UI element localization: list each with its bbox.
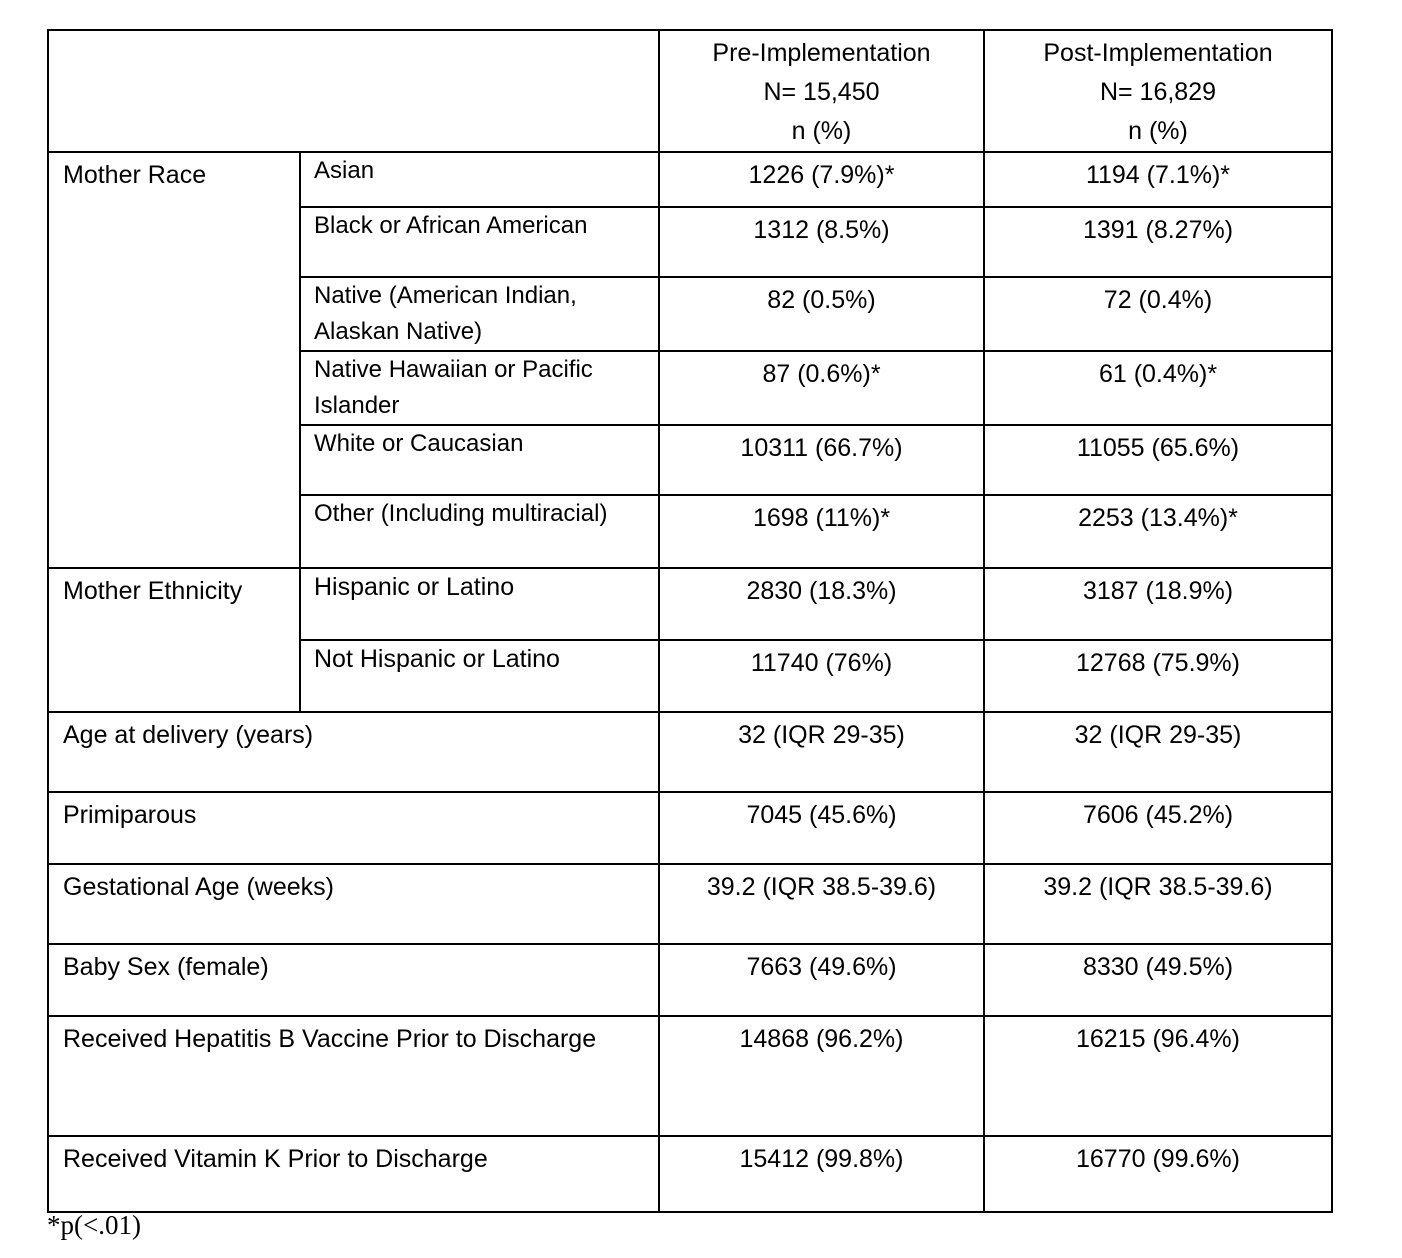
row-label: Age at delivery (years) [48,712,659,792]
pre-value: 7663 (49.6%) [659,944,984,1016]
row-label: Gestational Age (weeks) [48,864,659,944]
post-value: 72 (0.4%) [984,277,1332,351]
header-pre-title: Pre-Implementation [712,39,931,67]
pre-value: 1312 (8.5%) [659,207,984,277]
row-label: Asian [300,152,659,207]
pre-value: 32 (IQR 29-35) [659,712,984,792]
row-label: Received Hepatitis B Vaccine Prior to Discharge [48,1016,659,1136]
pre-value: 11740 (76%) [659,640,984,712]
pre-value: 15412 (99.8%) [659,1136,984,1212]
pre-value: 87 (0.6%)* [659,351,984,425]
post-value: 16770 (99.6%) [984,1136,1332,1212]
post-value: 7606 (45.2%) [984,792,1332,864]
table-row [48,864,1332,944]
row-label: Black or African American [300,207,659,277]
row-label: Other (Including multiracial) [300,495,659,568]
pre-value: 2830 (18.3%) [659,568,984,640]
pre-value: 1698 (11%)* [659,495,984,568]
header-post-implementation [984,30,1332,152]
group-label-mother-race: Mother Race [48,152,300,568]
post-value: 11055 (65.6%) [984,425,1332,495]
row-label: Received Vitamin K Prior to Discharge [48,1136,659,1212]
pre-value: 39.2 (IQR 38.5-39.6) [659,864,984,944]
demographics-table [47,29,1333,1213]
post-value: 3187 (18.9%) [984,568,1332,640]
pre-value: 82 (0.5%) [659,277,984,351]
header-pre-unit: n (%) [791,117,852,145]
row-label: Primiparous [48,792,659,864]
post-value: 39.2 (IQR 38.5-39.6) [984,864,1332,944]
row-label: Hispanic or Latino [300,568,659,640]
table-row [48,944,1332,1016]
row-label: White or Caucasian [300,425,659,495]
post-value: 32 (IQR 29-35) [984,712,1332,792]
table-row [48,1016,1332,1136]
row-label: Native (American Indian, Alaskan Native) [300,277,659,351]
header-post-unit: n (%) [1128,117,1188,145]
post-value: 12768 (75.9%) [984,640,1332,712]
pre-value: 7045 (45.6%) [659,792,984,864]
pre-value: 14868 (96.2%) [659,1016,984,1136]
pre-value: 1226 (7.9%)* [659,152,984,207]
post-value: 61 (0.4%)* [984,351,1332,425]
post-value: 16215 (96.4%) [984,1016,1332,1136]
table-row [48,152,1332,207]
post-value: 8330 (49.5%) [984,944,1332,1016]
row-label: Native Hawaiian or Pacific Islander [300,351,659,425]
row-label: Baby Sex (female) [48,944,659,1016]
header-empty-cell [48,30,659,152]
header-pre-n: N= 15,450 [763,78,880,106]
header-row [48,30,1332,152]
table-row [48,712,1332,792]
pre-value: 10311 (66.7%) [659,425,984,495]
table-row [48,792,1332,864]
header-post-title: Post-Implementation [1043,39,1273,67]
footnote: *p(<.01) [47,1210,141,1240]
post-value: 2253 (13.4%)* [984,495,1332,568]
row-label: Not Hispanic or Latino [300,640,659,712]
table-row [48,1136,1332,1212]
header-pre-implementation [659,30,984,152]
post-value: 1194 (7.1%)* [984,152,1332,207]
group-label-mother-ethnicity: Mother Ethnicity [48,568,300,712]
table-row [48,568,1332,640]
post-value: 1391 (8.27%) [984,207,1332,277]
header-post-n: N= 16,829 [1099,78,1217,106]
